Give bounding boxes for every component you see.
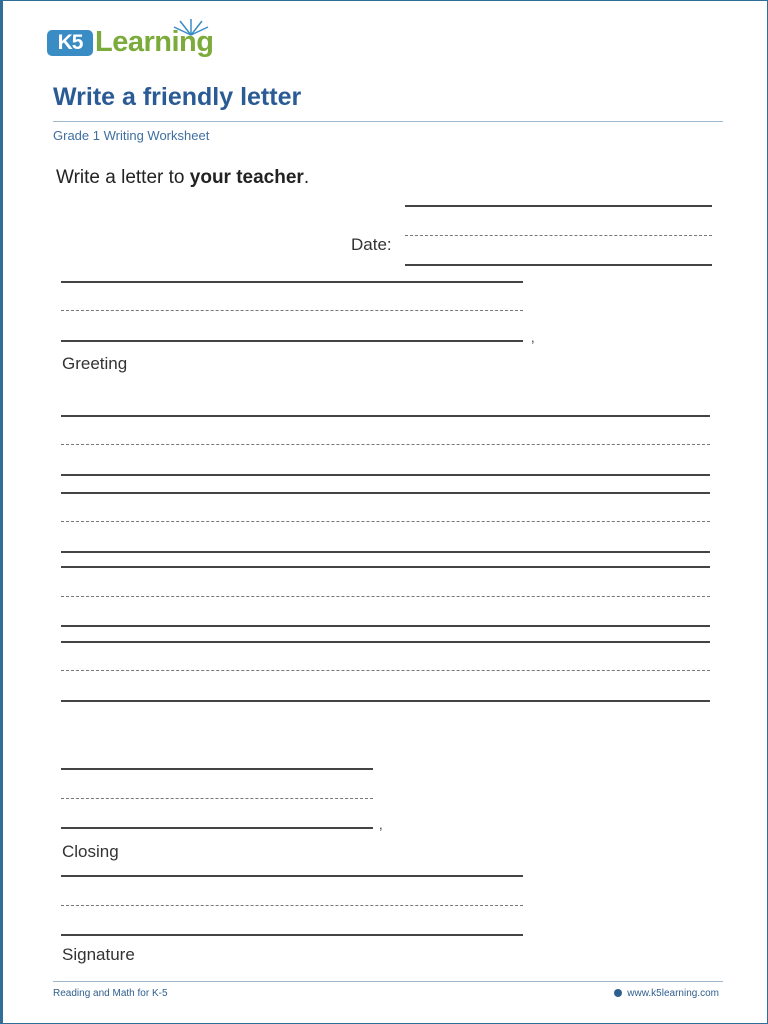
signature-line-mid	[61, 905, 523, 906]
k5-learning-logo	[47, 24, 217, 60]
body-line-base	[61, 625, 710, 627]
body-line-top	[61, 641, 710, 643]
page-title: Write a friendly letter	[53, 83, 302, 111]
body-line-base	[61, 551, 710, 553]
greeting-comma: ,	[531, 330, 535, 345]
logo-box: K5	[47, 30, 93, 56]
footer-website[interactable]	[614, 988, 719, 999]
sparkle-icon	[168, 15, 214, 37]
closing-label: Closing	[62, 842, 119, 861]
globe-icon	[614, 989, 622, 997]
instruction-prefix: Write a letter to	[56, 167, 190, 188]
closing-comma: ,	[379, 817, 383, 832]
footer-website-text: www.k5learning.com	[627, 988, 719, 999]
greeting-label: Greeting	[62, 354, 128, 373]
closing-line-mid	[61, 798, 373, 799]
body-line-mid	[61, 444, 710, 445]
signature-line-base	[61, 934, 523, 936]
signature-label: Signature	[62, 945, 135, 964]
footer-tagline: Reading and Math for K-5	[53, 988, 168, 999]
closing-line-top	[61, 768, 373, 770]
greeting-line-top	[61, 281, 523, 283]
instruction-text	[56, 167, 309, 189]
body-line-top	[61, 492, 710, 494]
body-line-base	[61, 474, 710, 476]
date-line-base	[405, 264, 712, 266]
body-line-mid	[61, 521, 710, 522]
greeting-line-base	[61, 340, 523, 342]
worksheet-subtitle: Grade 1 Writing Worksheet	[53, 128, 210, 143]
body-line-mid	[61, 596, 710, 597]
instruction-bold: your teacher	[189, 167, 304, 188]
date-line-top	[405, 205, 712, 207]
body-line-mid	[61, 670, 710, 671]
date-line-mid	[405, 235, 712, 236]
body-line-base	[61, 700, 710, 702]
body-line-top	[61, 415, 710, 417]
closing-line-base	[61, 827, 373, 829]
logo-word: Learning	[95, 26, 214, 58]
footer-divider	[53, 981, 723, 982]
date-label: Date:	[351, 235, 392, 254]
body-line-top	[61, 566, 710, 568]
greeting-line-mid	[61, 310, 523, 311]
signature-line-top	[61, 875, 523, 877]
instruction-suffix: .	[303, 167, 310, 188]
title-divider	[53, 121, 723, 122]
